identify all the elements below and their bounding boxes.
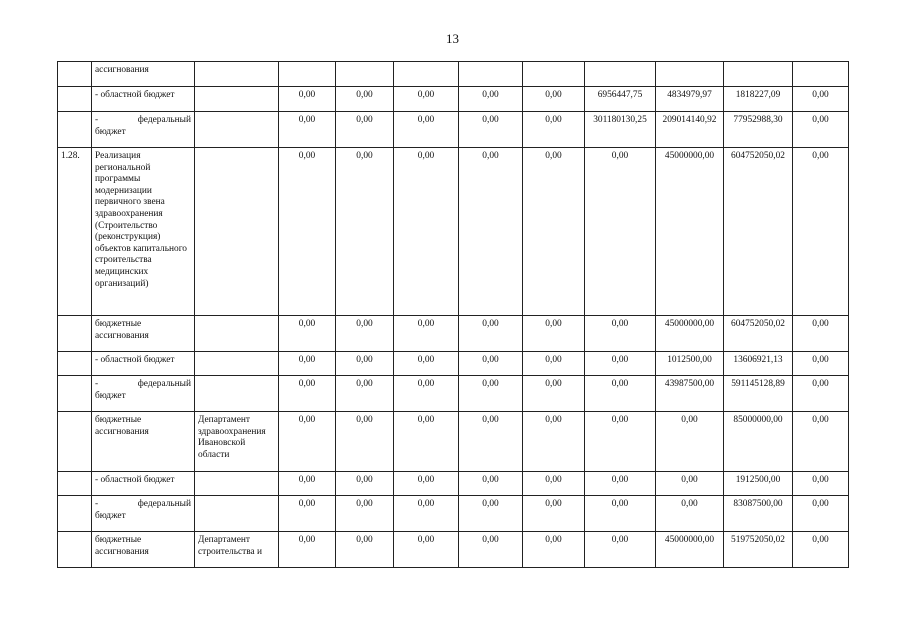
- description-cell: [92, 376, 195, 412]
- value-cell: 0,00: [793, 376, 849, 412]
- value-cell: 0,00: [279, 496, 336, 532]
- description-dash: -: [95, 499, 99, 509]
- value-cell: 1012500,00: [656, 352, 724, 376]
- value-cell: 45000000,00: [656, 148, 724, 316]
- value-cell: 0,00: [459, 496, 523, 532]
- value-cell: 0,00: [336, 412, 394, 472]
- value-cell: [394, 62, 459, 87]
- value-cell: 85000000,00: [724, 412, 793, 472]
- value-cell: 0,00: [793, 472, 849, 496]
- value-cell: 0,00: [336, 112, 394, 148]
- value-cell: 4834979,97: [656, 87, 724, 112]
- value-cell: 0,00: [523, 352, 585, 376]
- description-cell: [92, 112, 195, 148]
- value-cell: 0,00: [459, 112, 523, 148]
- description-cell: ассигнования: [92, 62, 195, 87]
- value-cell: 0,00: [279, 532, 336, 568]
- value-cell: [793, 62, 849, 87]
- value-cell: 0,00: [279, 352, 336, 376]
- table-row: [58, 532, 849, 568]
- table-row: [58, 352, 849, 376]
- value-cell: 0,00: [394, 316, 459, 352]
- value-cell: 0,00: [459, 352, 523, 376]
- executor-cell: [195, 87, 279, 112]
- executor-cell: [195, 352, 279, 376]
- value-cell: 0,00: [793, 352, 849, 376]
- value-cell: 519752050,02: [724, 532, 793, 568]
- value-cell: 0,00: [523, 412, 585, 472]
- value-cell: 0,00: [459, 532, 523, 568]
- value-cell: 0,00: [336, 148, 394, 316]
- value-cell: 0,00: [336, 352, 394, 376]
- table-row: [58, 148, 849, 316]
- value-cell: 0,00: [394, 148, 459, 316]
- page-number: 13: [446, 31, 459, 46]
- value-cell: 0,00: [394, 376, 459, 412]
- description-second-line: бюджет: [95, 390, 126, 401]
- value-cell: 0,00: [793, 148, 849, 316]
- executor-cell: [195, 148, 279, 316]
- value-cell: 0,00: [793, 496, 849, 532]
- description-cell: - областной бюджет: [92, 352, 195, 376]
- row-number-cell: [58, 472, 92, 496]
- value-cell: 0,00: [394, 412, 459, 472]
- row-number-cell: [58, 62, 92, 87]
- value-cell: 0,00: [279, 472, 336, 496]
- value-cell: 0,00: [523, 532, 585, 568]
- value-cell: 0,00: [279, 112, 336, 148]
- value-cell: 0,00: [793, 412, 849, 472]
- executor-cell: [195, 376, 279, 412]
- value-cell: 0,00: [459, 412, 523, 472]
- table-row: [58, 112, 849, 148]
- value-cell: [656, 62, 724, 87]
- value-cell: 0,00: [459, 87, 523, 112]
- value-cell: 0,00: [459, 148, 523, 316]
- value-cell: 0,00: [656, 412, 724, 472]
- value-cell: 0,00: [585, 316, 656, 352]
- value-cell: 0,00: [585, 532, 656, 568]
- value-cell: 45000000,00: [656, 316, 724, 352]
- value-cell: 1818227,09: [724, 87, 793, 112]
- value-cell: 45000000,00: [656, 532, 724, 568]
- value-cell: 13606921,13: [724, 352, 793, 376]
- value-cell: 0,00: [336, 316, 394, 352]
- value-cell: 83087500,00: [724, 496, 793, 532]
- value-cell: 0,00: [793, 532, 849, 568]
- value-cell: 0,00: [523, 112, 585, 148]
- value-cell: 0,00: [394, 352, 459, 376]
- value-cell: 0,00: [279, 87, 336, 112]
- description-second-line: бюджет: [95, 510, 126, 521]
- value-cell: 0,00: [793, 112, 849, 148]
- value-cell: 0,00: [585, 148, 656, 316]
- description-cell: [92, 496, 195, 532]
- value-cell: 0,00: [585, 472, 656, 496]
- value-cell: 0,00: [793, 316, 849, 352]
- executor-cell: Департамент здравоохранения Ивановской области: [195, 412, 279, 472]
- value-cell: 0,00: [279, 316, 336, 352]
- description-first-line: [95, 115, 191, 127]
- value-cell: 0,00: [336, 496, 394, 532]
- value-cell: 0,00: [523, 316, 585, 352]
- value-cell: 0,00: [279, 376, 336, 412]
- value-cell: 0,00: [793, 87, 849, 112]
- description-word: федеральный: [137, 499, 191, 509]
- table-row: [58, 87, 849, 112]
- value-cell: 0,00: [459, 472, 523, 496]
- executor-cell: [195, 62, 279, 87]
- value-cell: 0,00: [394, 472, 459, 496]
- executor-cell: [195, 496, 279, 532]
- value-cell: 0,00: [585, 352, 656, 376]
- description-cell: бюджетные ассигнования: [92, 412, 195, 472]
- table-row: [58, 472, 849, 496]
- executor-cell: [195, 472, 279, 496]
- value-cell: 0,00: [523, 472, 585, 496]
- table-row: [58, 376, 849, 412]
- row-number-cell: [58, 376, 92, 412]
- description-cell: бюджетные ассигнования: [92, 532, 195, 568]
- executor-cell: [195, 316, 279, 352]
- value-cell: 0,00: [336, 376, 394, 412]
- table-row: [58, 316, 849, 352]
- description-cell: Реализация региональной программы модернизации первичного звена здравоохранения (Строительство (реконструкция) объектов капитального строительства медицинских организаций): [92, 148, 195, 316]
- value-cell: 0,00: [656, 472, 724, 496]
- value-cell: 0,00: [279, 148, 336, 316]
- value-cell: 0,00: [656, 496, 724, 532]
- executor-cell: Департамент строительства и: [195, 532, 279, 568]
- value-cell: [724, 62, 793, 87]
- value-cell: 0,00: [336, 87, 394, 112]
- value-cell: 0,00: [394, 87, 459, 112]
- row-number-cell: [58, 316, 92, 352]
- value-cell: [336, 62, 394, 87]
- description-second-line: бюджет: [95, 126, 126, 137]
- value-cell: 0,00: [279, 412, 336, 472]
- value-cell: 604752050,02: [724, 316, 793, 352]
- row-number-cell: [58, 87, 92, 112]
- description-word: федеральный: [137, 115, 191, 125]
- value-cell: 0,00: [394, 496, 459, 532]
- description-dash: -: [95, 115, 99, 125]
- executor-cell: [195, 112, 279, 148]
- value-cell: 43987500,00: [656, 376, 724, 412]
- value-cell: 0,00: [523, 87, 585, 112]
- value-cell: 0,00: [336, 472, 394, 496]
- row-number-cell: 1.28.: [58, 148, 92, 316]
- value-cell: 209014140,92: [656, 112, 724, 148]
- value-cell: 0,00: [459, 316, 523, 352]
- description-first-line: [95, 499, 191, 511]
- row-number-cell: [58, 532, 92, 568]
- value-cell: 0,00: [336, 532, 394, 568]
- row-number-cell: [58, 112, 92, 148]
- row-number-cell: [58, 352, 92, 376]
- value-cell: [459, 62, 523, 87]
- table-row: [58, 496, 849, 532]
- value-cell: 0,00: [523, 376, 585, 412]
- value-cell: 0,00: [523, 496, 585, 532]
- value-cell: 604752050,02: [724, 148, 793, 316]
- value-cell: 6956447,75: [585, 87, 656, 112]
- value-cell: 0,00: [585, 376, 656, 412]
- description-cell: бюджетные ассигнования: [92, 316, 195, 352]
- value-cell: 0,00: [394, 112, 459, 148]
- value-cell: 301180130,25: [585, 112, 656, 148]
- value-cell: 77952988,30: [724, 112, 793, 148]
- value-cell: 0,00: [394, 532, 459, 568]
- description-cell: - областной бюджет: [92, 472, 195, 496]
- value-cell: 591145128,89: [724, 376, 793, 412]
- value-cell: 0,00: [523, 148, 585, 316]
- budget-table: [57, 61, 849, 568]
- table-row: [58, 412, 849, 472]
- value-cell: 0,00: [585, 496, 656, 532]
- value-cell: 1912500,00: [724, 472, 793, 496]
- table-row: [58, 62, 849, 87]
- row-number-cell: [58, 412, 92, 472]
- value-cell: [585, 62, 656, 87]
- row-number-cell: [58, 496, 92, 532]
- description-cell: - областной бюджет: [92, 87, 195, 112]
- description-dash: -: [95, 379, 99, 389]
- value-cell: 0,00: [459, 376, 523, 412]
- description-word: федеральный: [137, 379, 191, 389]
- value-cell: 0,00: [585, 412, 656, 472]
- value-cell: [523, 62, 585, 87]
- description-first-line: [95, 379, 191, 391]
- value-cell: [279, 62, 336, 87]
